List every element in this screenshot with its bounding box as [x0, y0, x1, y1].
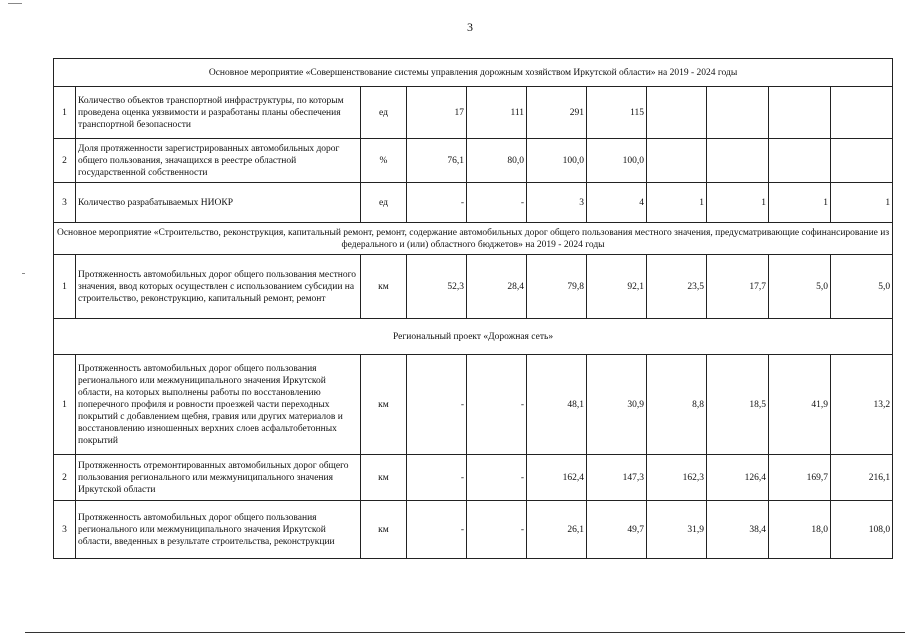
value-cell: 100,0: [527, 139, 587, 183]
value-cell: 92,1: [587, 255, 647, 319]
table-row: [54, 255, 893, 319]
value-cell: [647, 139, 707, 183]
indicator-name: Количество разрабатываемых НИОКР: [76, 183, 361, 223]
value-cell: 5,0: [769, 255, 831, 319]
indicator-name: Количество объектов транспортной инфраструктуры, по которым проведена оценка уязвимости и разработаны планы обеспечения транспортной безопасности: [76, 87, 361, 139]
row-number: 2: [54, 455, 76, 501]
value-cell: 1: [769, 183, 831, 223]
bottom-rule: [25, 632, 905, 633]
table-body: [54, 59, 893, 559]
row-number: 1: [54, 255, 76, 319]
table-row: [54, 87, 893, 139]
indicator-name: Протяженность автомобильных дорог общего пользования местного значения, ввод которых осуществлен с использованием субсидии на строительство, реконструкцию, капитальный ремонт, ремонт: [76, 255, 361, 319]
table-row: [54, 501, 893, 559]
indicator-name: Доля протяженности зарегистрированных автомобильных дорог общего пользования, значащихся в реестре областной государственной собственности: [76, 139, 361, 183]
value-cell: 4: [587, 183, 647, 223]
value-cell: 3: [527, 183, 587, 223]
margin-mark: [22, 273, 25, 274]
value-cell: 100,0: [587, 139, 647, 183]
value-cell: 28,4: [467, 255, 527, 319]
row-number: 3: [54, 183, 76, 223]
unit-cell: км: [361, 255, 407, 319]
value-cell: -: [467, 183, 527, 223]
value-cell: -: [467, 501, 527, 559]
unit-cell: км: [361, 501, 407, 559]
value-cell: 115: [587, 87, 647, 139]
value-cell: 31,9: [647, 501, 707, 559]
value-cell: -: [407, 501, 467, 559]
row-number: 3: [54, 501, 76, 559]
margin-mark: [8, 3, 22, 4]
unit-cell: км: [361, 355, 407, 455]
unit-cell: ед: [361, 183, 407, 223]
value-cell: [769, 87, 831, 139]
value-cell: 23,5: [647, 255, 707, 319]
unit-cell: ед: [361, 87, 407, 139]
value-cell: 48,1: [527, 355, 587, 455]
section-title: Региональный проект «Дорожная сеть»: [54, 319, 893, 355]
indicator-name: Протяженность автомобильных дорог общего пользования регионального или межмуниципального значения Иркутской области, введенных в результате строительства, реконструкции: [76, 501, 361, 559]
value-cell: 126,4: [707, 455, 769, 501]
table-row: [54, 355, 893, 455]
value-cell: [831, 87, 893, 139]
value-cell: -: [407, 183, 467, 223]
value-cell: 162,4: [527, 455, 587, 501]
value-cell: [647, 87, 707, 139]
indicator-name: Протяженность отремонтированных автомобильных дорог общего пользования регионального или межмуниципального значения Иркутской области: [76, 455, 361, 501]
value-cell: 5,0: [831, 255, 893, 319]
section-row: [54, 223, 893, 255]
row-number: 1: [54, 355, 76, 455]
row-number: 2: [54, 139, 76, 183]
value-cell: 76,1: [407, 139, 467, 183]
value-cell: 18,5: [707, 355, 769, 455]
section-title: Основное мероприятие «Совершенствование системы управления дорожным хозяйством Иркутской области» на 2019 - 2024 годы: [54, 59, 893, 87]
value-cell: 17,7: [707, 255, 769, 319]
value-cell: 162,3: [647, 455, 707, 501]
table-row: [54, 183, 893, 223]
value-cell: -: [467, 355, 527, 455]
value-cell: 1: [707, 183, 769, 223]
indicator-name: Протяженность автомобильных дорог общего пользования регионального или межмуниципального значения Иркутской области, на которых выполнены работы по восстановлению поперечного профиля и ровности проезжей части переходных покрытий с добавлением щебня, гравия или других материалов и восстановлению изношенных верхних слоев асфальтобетонных покрытий: [76, 355, 361, 455]
section-row: [54, 319, 893, 355]
value-cell: 30,9: [587, 355, 647, 455]
value-cell: 1: [647, 183, 707, 223]
page-number: 3: [467, 20, 473, 34]
table-row: [54, 139, 893, 183]
value-cell: 8,8: [647, 355, 707, 455]
indicators-table: [53, 58, 893, 559]
table-row: [54, 455, 893, 501]
value-cell: 26,1: [527, 501, 587, 559]
section-title: Основное мероприятие «Строительство, реконструкция, капитальный ремонт, ремонт, содержание автомобильных дорог общего пользования местного значения, предусматривающие софинансирование из федерального и (или) областного бюджетов» на 2019 - 2024 годы: [54, 223, 893, 255]
value-cell: -: [467, 455, 527, 501]
value-cell: 291: [527, 87, 587, 139]
value-cell: 18,0: [769, 501, 831, 559]
section-row: [54, 59, 893, 87]
value-cell: -: [407, 455, 467, 501]
value-cell: [707, 139, 769, 183]
value-cell: [831, 139, 893, 183]
value-cell: 13,2: [831, 355, 893, 455]
value-cell: -: [407, 355, 467, 455]
value-cell: 169,7: [769, 455, 831, 501]
unit-cell: %: [361, 139, 407, 183]
value-cell: 147,3: [587, 455, 647, 501]
value-cell: 49,7: [587, 501, 647, 559]
value-cell: 216,1: [831, 455, 893, 501]
unit-cell: км: [361, 455, 407, 501]
value-cell: [769, 139, 831, 183]
value-cell: 111: [467, 87, 527, 139]
value-cell: 17: [407, 87, 467, 139]
value-cell: 41,9: [769, 355, 831, 455]
row-number: 1: [54, 87, 76, 139]
value-cell: 38,4: [707, 501, 769, 559]
value-cell: 52,3: [407, 255, 467, 319]
value-cell: 79,8: [527, 255, 587, 319]
value-cell: [707, 87, 769, 139]
value-cell: 1: [831, 183, 893, 223]
value-cell: 108,0: [831, 501, 893, 559]
value-cell: 80,0: [467, 139, 527, 183]
